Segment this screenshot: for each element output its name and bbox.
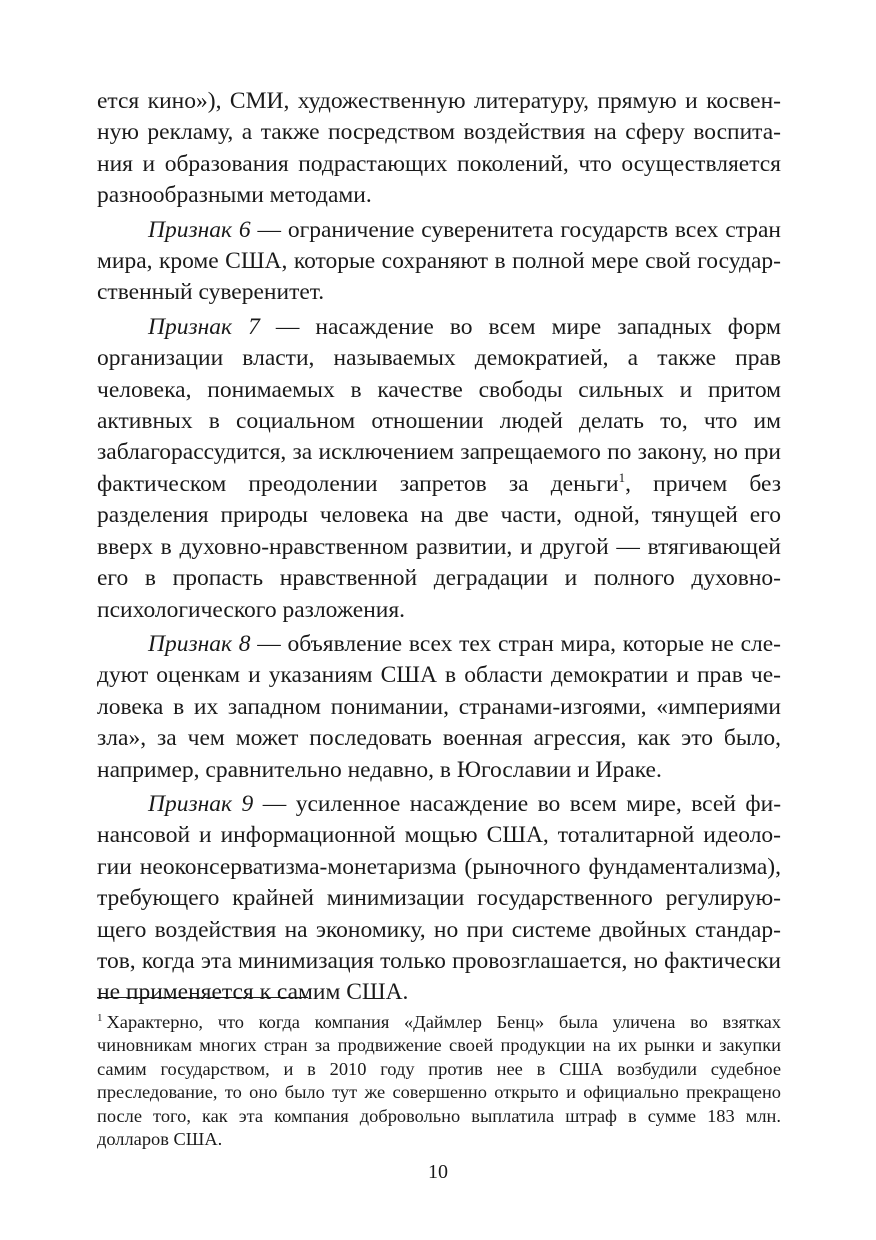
footnote-block (97, 1011, 781, 1151)
paragraph-lead: Признак 7 (148, 313, 260, 340)
footnote-text: Характерно, что когда компания «Даймлер Бенц» была уличена во взятках чиновникам многих стран за продвижение своей продукции на их рынки и закупки самим государством, и в 2010 году против нее в США возбудили судебное преследование, то оно было тут же совершенно открыто и официально прекращено после того, как эта компания добровольно выплатила штраф в сумме 183 млн. долларов США. (97, 1012, 781, 1150)
paragraph-lead: Признак 8 (148, 630, 251, 657)
paragraph-text: — усиленное насаждение во всем мире, всей финансовой и информационной мощью США, тоталитарной идеологии неоконсерватизма-монетаризма (рыночного фундаментализма), требующего крайней минимизации государственного регулирующего воздействия на экономику, но при системе двойных стандартов, когда эта минимизация только провозглашается, но фактически не применяется к самим США. (97, 790, 782, 1006)
paragraph-priznak-6 (97, 215, 781, 309)
body-text (97, 86, 781, 1009)
paragraph-priznak-8 (97, 629, 781, 786)
footnote-marker: 1 (97, 1011, 103, 1024)
paragraph-priznak-7 (97, 312, 781, 626)
footnote-reference[interactable]: 1 (618, 470, 626, 486)
footnote-divider (97, 997, 308, 998)
footnote-item (97, 1011, 781, 1151)
paragraph-priznak-9 (97, 789, 781, 1009)
paragraph-continuation (97, 86, 781, 212)
paragraph-text: — насаждение во всем мире западных форм организации власти, называемых демократией, а также прав человека, понимаемых в качестве свободы сильных и притом активных в социальном отношении людей делать то, что им заблагорассудится, за исключением запрещаемого по закону, но при фактическом преодолении запретов за деньги (97, 313, 782, 497)
paragraph-text: ется кино»), СМИ, художественную литературу, прямую и косвенную рекламу, а также посредством воздействия на сферу воспитания и образования подрастающих поколений, что осуществляется разнообразными методами. (97, 88, 781, 209)
page-number: 10 (428, 1161, 448, 1183)
paragraph-text: — объявление всех тех стран мира, которые не следуют оценкам и указаниям США в области демократии и прав человека в их западном понимании, странами-изгоями, «империями зла», за чем может последовать военная агрессия, как это было, например, сравнительно недавно, в Югославии и Ираке. (97, 630, 781, 783)
paragraph-text: — ограничение суверенитета государств всех стран мира, кроме США, которые сохраняют в полной мере свой государственный суверенитет. (97, 216, 781, 306)
paragraph-lead: Признак 9 (148, 790, 254, 817)
paragraph-text-after: , причем без разделения природы человека на две части, одной, тянущей его вверх в духовно-нравственном развитии, и другой — втягивающей его в пропасть нравственной деградации и полного духовно-психологического разложения. (97, 470, 781, 623)
paragraph-lead: Признак 6 (148, 216, 251, 243)
